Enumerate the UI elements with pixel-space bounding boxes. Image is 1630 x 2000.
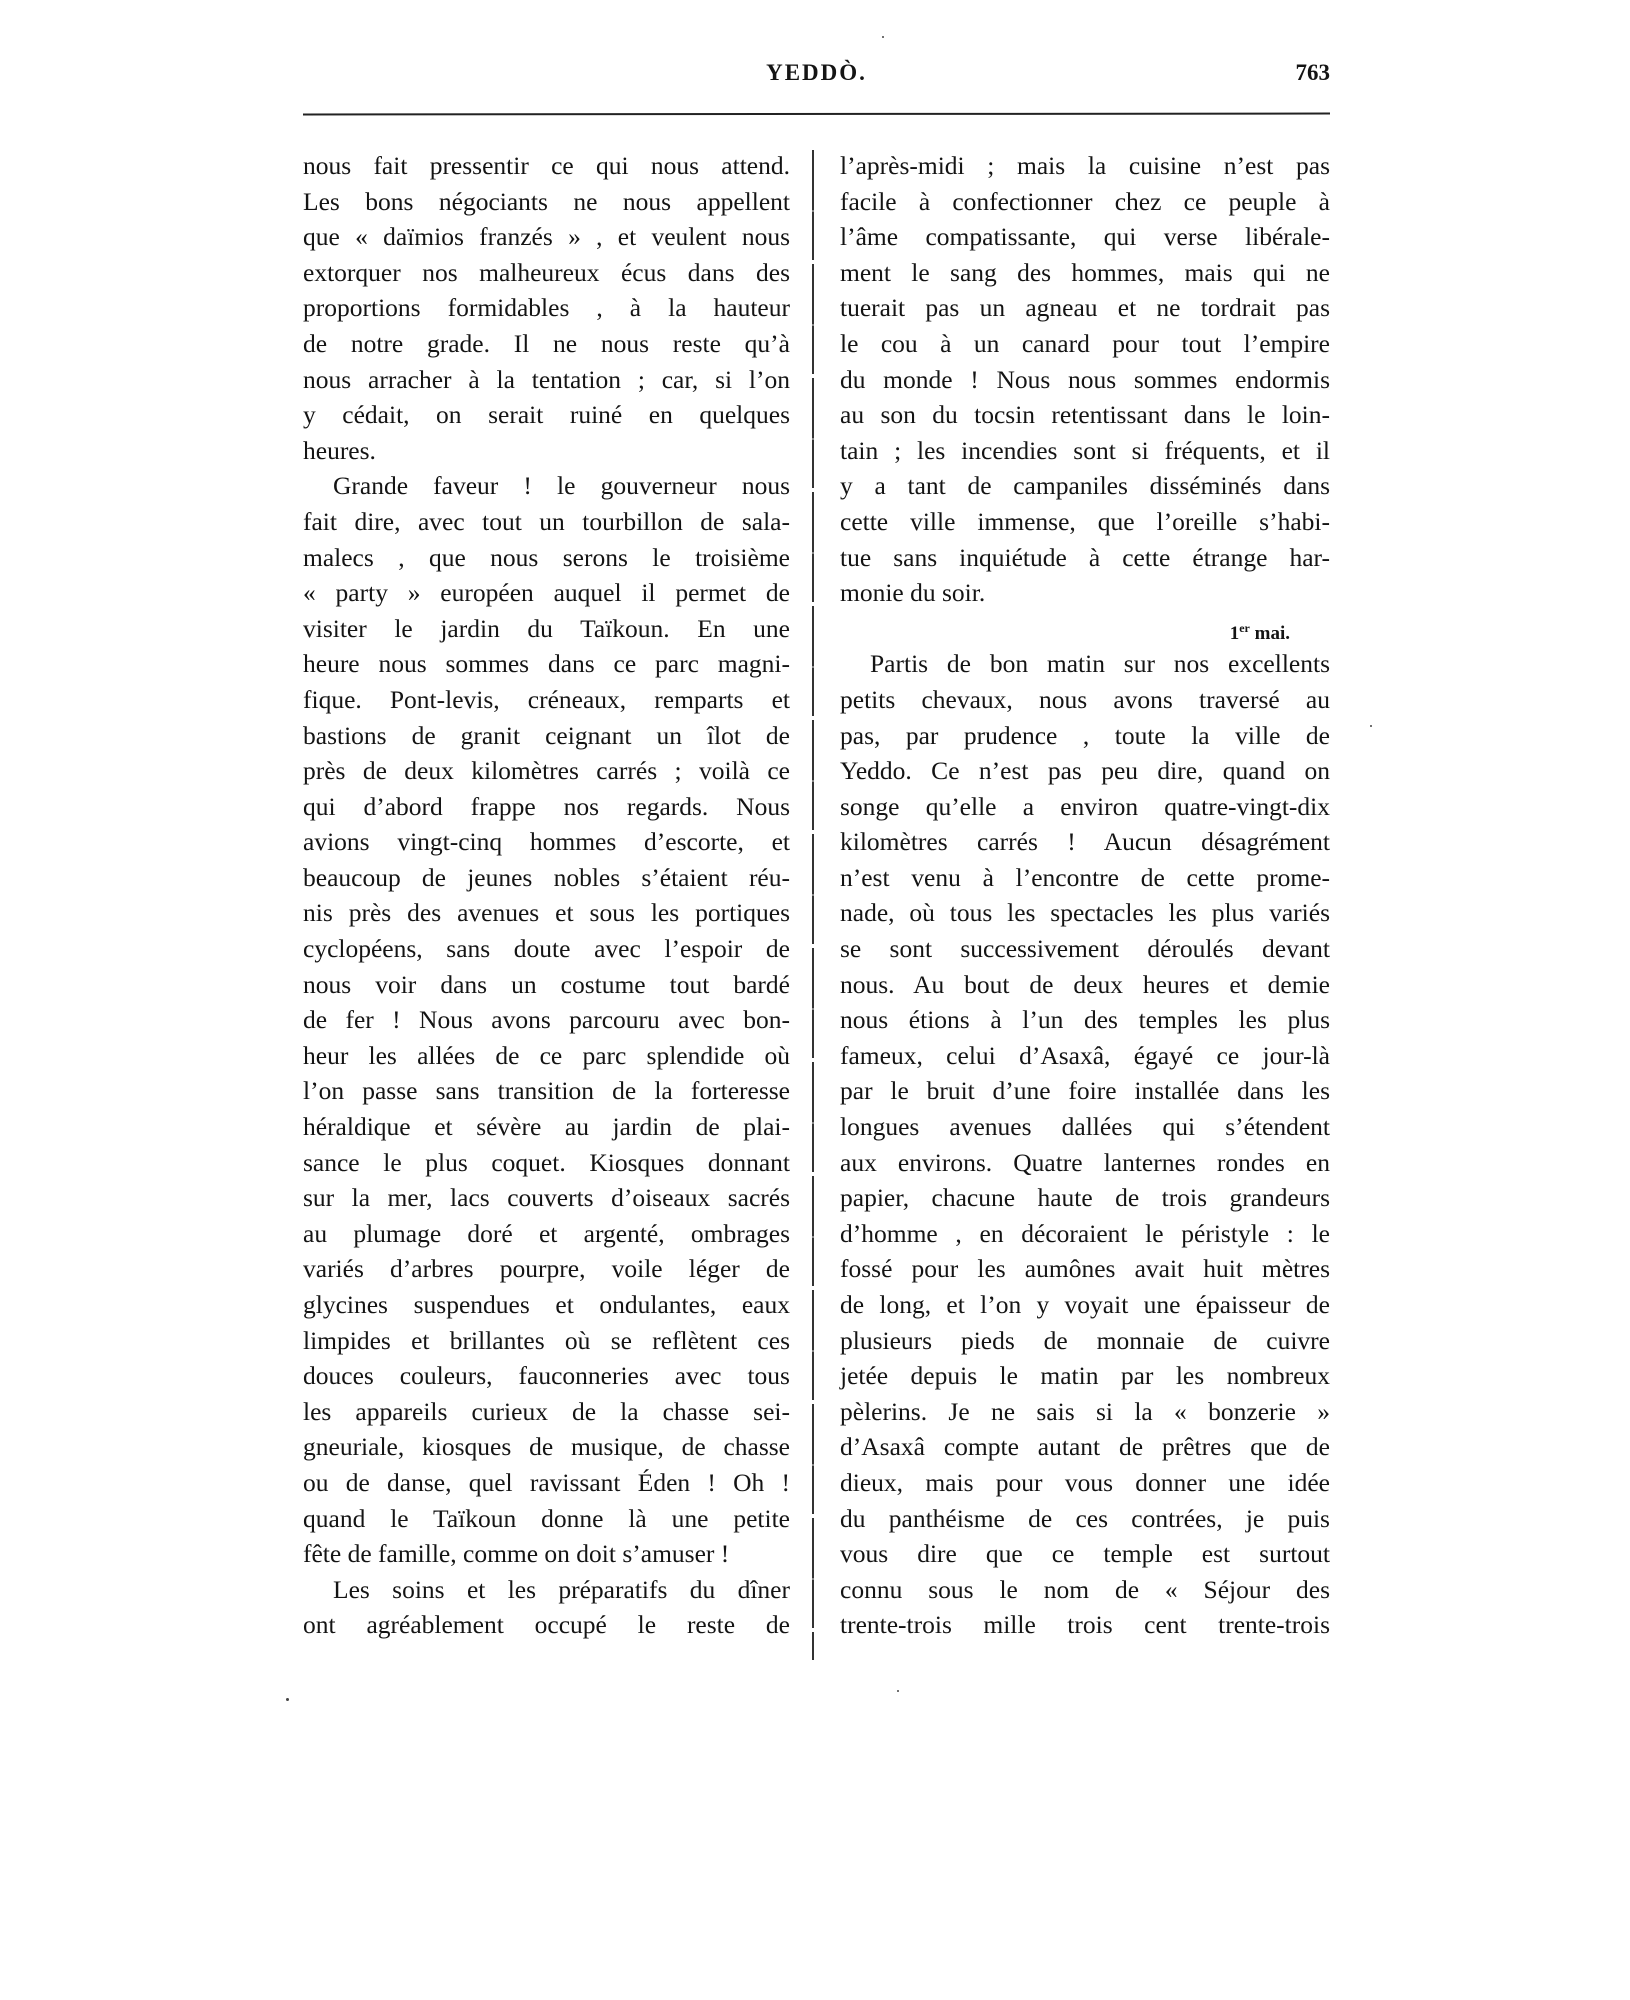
page-number: 763 — [1295, 60, 1330, 85]
text-line: tuerait pas un agneau et ne tordrait pas — [840, 293, 1330, 323]
text-line: le cou à un canard pour tout l’empire — [840, 328, 1330, 358]
text-line: cette ville immense, que l’oreille s’habi- — [840, 506, 1330, 536]
text-line: vous dire que ce temple est surtout — [840, 1539, 1330, 1569]
text-line: nis près des avenues et sous les portiques — [303, 898, 790, 928]
text-line: limpides et brillantes où se reflètent ces — [303, 1325, 790, 1355]
text-line: du panthéisme de ces contrées, je puis — [840, 1503, 1330, 1533]
text-line: fait dire, avec tout un tourbillon de sala- — [303, 506, 790, 536]
text-line: ment le sang des hommes, mais qui ne — [840, 257, 1330, 287]
text-line: kilomètres carrés ! Aucun désagrément — [840, 827, 1330, 857]
text-line: l’âme compatissante, qui verse libérale- — [840, 222, 1330, 252]
text-line: nous étions à l’un des temples les plus — [840, 1005, 1330, 1035]
column-divider — [812, 150, 814, 1660]
text-line-paragraph-end: monie du soir. — [840, 578, 986, 608]
text-line: n’est venu à l’encontre de cette prome- — [840, 862, 1330, 892]
text-line: aux environs. Quatre lanternes rondes en — [840, 1147, 1330, 1177]
text-line: au plumage doré et argenté, ombrages — [303, 1218, 790, 1248]
text-line: Yeddo. Ce n’est pas peu dire, quand on — [840, 756, 1330, 786]
text-line: du monde ! Nous nous sommes endormis — [840, 364, 1330, 394]
text-line: ou de danse, quel ravissant Éden ! Oh ! — [303, 1467, 790, 1497]
text-line: tue sans inquiétude à cette étrange har- — [840, 542, 1330, 572]
text-line: quand le Taïkoun donne là une petite — [303, 1503, 790, 1533]
text-line: songe qu’elle a environ quatre-vingt-dix — [840, 791, 1330, 821]
scan-speck — [1370, 725, 1372, 727]
text-line: facile à confectionner chez ce peuple à — [840, 186, 1330, 216]
left-column — [303, 148, 790, 1643]
text-line: nous arracher à la tentation ; car, si l’on — [303, 364, 790, 394]
text-line: tain ; les incendies sont si fréquents, et il — [840, 435, 1330, 465]
dateline-day: 1 — [1229, 622, 1240, 644]
text-line: jetée depuis le matin par les nombreux — [840, 1361, 1330, 1391]
text-line: pèlerins. Je ne sais si la « bonzerie » — [840, 1396, 1330, 1426]
dateline — [840, 611, 1330, 647]
text-line: glycines suspendues et ondulantes, eaux — [303, 1290, 790, 1319]
text-line: bastions de granit ceignant un îlot de — [303, 720, 790, 750]
text-line: gneuriale, kiosques de musique, de chasse — [303, 1432, 790, 1462]
text-line: douces couleurs, fauconneries avec tous — [303, 1361, 790, 1391]
text-line: sance le plus coquet. Kiosques donnant — [303, 1147, 790, 1177]
text-line: connu sous le nom de « Séjour des — [840, 1574, 1330, 1604]
text-line: ont agréablement occupé le reste de — [303, 1610, 790, 1640]
text-line: extorquer nos malheureux écus dans des — [303, 257, 790, 287]
text-line: proportions formidables , à la hauteur — [303, 293, 790, 323]
text-line: cyclopéens, sans doute avec l’espoir de — [303, 934, 790, 964]
scan-speck — [897, 1690, 899, 1692]
text-line: héraldique et sévère au jardin de plai- — [303, 1112, 790, 1142]
text-line: l’on passe sans transition de la forteresse — [303, 1076, 790, 1106]
scan-speck — [882, 36, 884, 38]
text-line: fique. Pont-levis, créneaux, remparts et — [303, 684, 790, 714]
text-line: près de deux kilomètres carrés ; voilà ce — [303, 756, 790, 786]
text-line: beaucoup de jeunes nobles s’étaient réu- — [303, 862, 790, 892]
text-line: fossé pour les aumônes avait huit mètres — [840, 1254, 1330, 1284]
text-line: trente-trois mille trois cent trente-trois — [840, 1610, 1330, 1640]
text-line: nous fait pressentir ce qui nous attend. — [303, 151, 790, 180]
text-line: malecs , que nous serons le troisième — [303, 542, 790, 572]
text-line: avions vingt-cinq hommes d’escorte, et — [303, 827, 790, 857]
text-line: heur les allées de ce parc splendide où — [303, 1040, 790, 1070]
right-column — [840, 148, 1330, 1643]
text-line: de long, et l’on y voyait une épaisseur de — [840, 1290, 1330, 1319]
text-line: longues avenues dallées qui s’étendent — [840, 1112, 1330, 1142]
text-line: se sont successivement déroulés devant — [840, 934, 1330, 964]
text-line: nade, où tous les spectacles les plus variés — [840, 898, 1330, 928]
text-line-paragraph-start: Partis de bon matin sur nos excellents — [870, 649, 1330, 679]
text-line: Les bons négociants ne nous appellent — [303, 186, 790, 216]
text-line: heure nous sommes dans ce parc magni- — [303, 649, 790, 679]
text-line: petits chevaux, nous avons traversé au — [840, 684, 1330, 714]
text-line: nous voir dans un costume tout bardé — [303, 969, 790, 999]
text-line: d’homme , en décoraient le péristyle : le — [840, 1218, 1330, 1248]
text-line: variés d’arbres pourpre, voile léger de — [303, 1254, 790, 1284]
running-head — [303, 58, 1330, 94]
text-line: de fer ! Nous avons parcouru avec bon- — [303, 1005, 790, 1035]
text-line: dieux, mais pour vous donner une idée — [840, 1467, 1330, 1497]
header-rule — [303, 113, 1330, 116]
text-line-paragraph-start: Grande faveur ! le gouverneur nous — [333, 471, 790, 501]
text-line: plusieurs pieds de monnaie de cuivre — [840, 1325, 1330, 1355]
dateline-month: mai. — [1254, 622, 1290, 644]
text-line: pas, par prudence , toute la ville de — [840, 720, 1330, 750]
text-line: par le bruit d’une foire installée dans les — [840, 1076, 1330, 1106]
text-line: l’après-midi ; mais la cuisine n’est pas — [840, 151, 1330, 180]
dateline-day-suffix: er — [1239, 620, 1250, 635]
text-line-paragraph-end: heures. — [303, 435, 376, 465]
text-line-paragraph-start: Les soins et les préparatifs du dîner — [333, 1574, 790, 1604]
text-line: de notre grade. Il ne nous reste qu’à — [303, 328, 790, 358]
text-line: qui d’abord frappe nos regards. Nous — [303, 791, 790, 821]
text-line: au son du tocsin retentissant dans le loin- — [840, 400, 1330, 430]
text-line: les appareils curieux de la chasse sei- — [303, 1396, 790, 1426]
scan-speck — [286, 1698, 289, 1701]
text-line: fameux, celui d’Asaxâ, égayé ce jour-là — [840, 1040, 1330, 1070]
text-line: visiter le jardin du Taïkoun. En une — [303, 613, 790, 643]
text-line: papier, chacune haute de trois grandeurs — [840, 1183, 1330, 1213]
text-line: que « daïmios franzés » , et veulent nous — [303, 222, 790, 252]
text-line: d’Asaxâ compte autant de prêtres que de — [840, 1432, 1330, 1462]
running-title: YEDDÒ. — [766, 60, 867, 85]
text-line: y cédait, on serait ruiné en quelques — [303, 400, 790, 430]
text-line: sur la mer, lacs couverts d’oiseaux sacrés — [303, 1183, 790, 1213]
text-line-paragraph-end: fête de famille, comme on doit s’amuser ! — [303, 1539, 730, 1569]
text-line: y a tant de campaniles disséminés dans — [840, 471, 1330, 501]
text-line: nous. Au bout de deux heures et demie — [840, 969, 1330, 999]
text-line: « party » européen auquel il permet de — [303, 578, 790, 608]
